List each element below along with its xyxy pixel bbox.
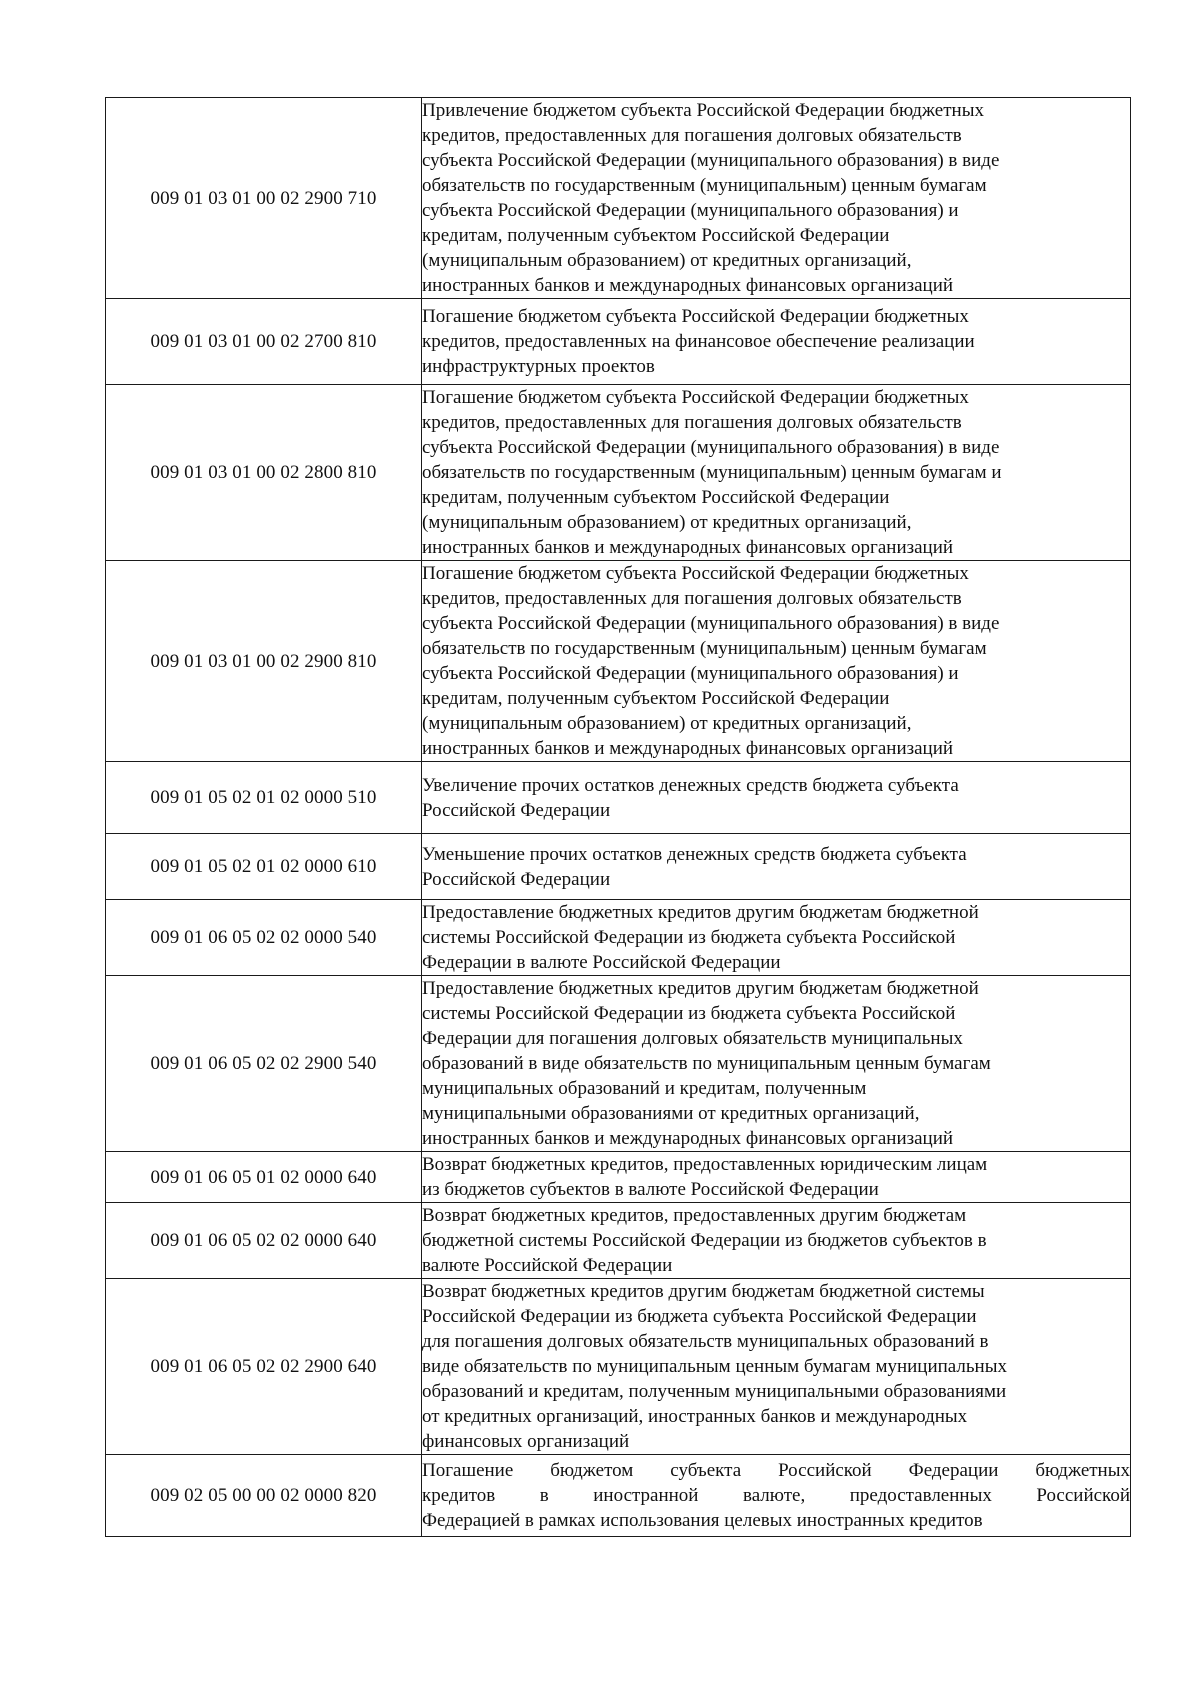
description-line: обязательств по государственным (муниципальным) ценным бумагам — [422, 175, 987, 196]
description-cell — [422, 762, 1131, 834]
budget-code-cell: 009 01 03 01 00 02 2900 810 — [106, 561, 422, 762]
description-line: Федерации в валюте Российской Федерации — [422, 952, 781, 973]
table-row — [106, 1203, 1131, 1279]
description-line: субъекта Российской Федерации (муниципального образования) в виде — [422, 437, 1000, 458]
description-line: Возврат бюджетных кредитов, предоставленных другим бюджетам — [422, 1205, 967, 1226]
description-line: субъекта Российской Федерации (муниципального образования) в виде — [422, 150, 1000, 171]
description-line: кредитов, предоставленных на финансовое обеспечение реализации — [422, 331, 975, 352]
description-line: системы Российской Федерации из бюджета субъекта Российской — [422, 927, 956, 948]
description-cell — [422, 1455, 1131, 1537]
budget-code-cell: 009 01 06 05 02 02 2900 540 — [106, 976, 422, 1152]
description-line: из бюджетов субъектов в валюте Российской Федерации — [422, 1179, 879, 1200]
description-line: инфраструктурных проектов — [422, 356, 655, 377]
table-row — [106, 385, 1131, 561]
table-row — [106, 1279, 1131, 1455]
description-line: Погашение бюджетом субъекта Российской Федерации бюджетных — [422, 563, 969, 584]
description-line: (муниципальным образованием) от кредитных организаций, — [422, 713, 912, 734]
description-line: иностранных банков и международных финансовых организаций — [422, 1128, 954, 1149]
description-line: иностранных банков и международных финансовых организаций — [422, 537, 954, 558]
description-line: для погашения долговых обязательств муниципальных образований в — [422, 1331, 989, 1352]
budget-code-cell: 009 01 05 02 01 02 0000 610 — [106, 834, 422, 900]
budget-code-cell: 009 01 06 05 02 02 0000 640 — [106, 1203, 422, 1279]
description-line: Привлечение бюджетом субъекта Российской Федерации бюджетных — [422, 100, 984, 121]
description-line: от кредитных организаций, иностранных банков и международных — [422, 1406, 968, 1427]
description-line: Предоставление бюджетных кредитов другим бюджетам бюджетной — [422, 978, 979, 999]
description-cell — [422, 900, 1131, 976]
description-line: системы Российской Федерации из бюджета субъекта Российской — [422, 1003, 956, 1024]
description-line: муниципальными образованиями от кредитных организаций, — [422, 1103, 920, 1124]
description-cell — [422, 1279, 1131, 1455]
description-line: бюджетной системы Российской Федерации из бюджетов субъектов в — [422, 1230, 987, 1251]
description-cell — [422, 98, 1131, 299]
description-line: кредитов, предоставленных для погашения долговых обязательств — [422, 125, 962, 146]
description-line: кредитам, полученным субъектом Российской Федерации — [422, 688, 890, 709]
table-row — [106, 299, 1131, 385]
description-line: обязательств по государственным (муниципальным) ценным бумагам и — [422, 462, 1002, 483]
description-line: Увеличение прочих остатков денежных средств бюджета субъекта — [422, 774, 959, 796]
description-cell — [422, 299, 1131, 385]
description-line: иностранных банков и международных финансовых организаций — [422, 738, 954, 759]
description-line: муниципальных образований и кредитам, полученным — [422, 1078, 867, 1099]
description-line: Предоставление бюджетных кредитов другим бюджетам бюджетной — [422, 902, 979, 923]
budget-code-cell: 009 01 03 01 00 02 2900 710 — [106, 98, 422, 299]
budget-code-cell: 009 01 06 05 01 02 0000 640 — [106, 1152, 422, 1203]
description-line: Погашение бюджетом субъекта Российской Федерации бюджетных — [422, 387, 969, 408]
table-row — [106, 1152, 1131, 1203]
description-line: кредитам, полученным субъектом Российской Федерации — [422, 487, 890, 508]
description-line: Возврат бюджетных кредитов другим бюджетам бюджетной системы — [422, 1281, 985, 1302]
table-body — [106, 98, 1131, 1537]
table-row — [106, 976, 1131, 1152]
description-line: финансовых организаций — [422, 1431, 630, 1452]
description-line: субъекта Российской Федерации (муниципального образования) и — [422, 663, 959, 684]
description-line: субъекта Российской Федерации (муниципального образования) и — [422, 200, 959, 221]
budget-code-cell: 009 01 06 05 02 02 2900 640 — [106, 1279, 422, 1455]
table-row — [106, 1455, 1131, 1537]
description-cell — [422, 976, 1131, 1152]
table-row — [106, 762, 1131, 834]
budget-code-cell: 009 02 05 00 00 02 0000 820 — [106, 1455, 422, 1537]
description-cell — [422, 1152, 1131, 1203]
description-line: обязательств по государственным (муниципальным) ценным бумагам — [422, 638, 987, 659]
description-line: Российской Федерации из бюджета субъекта Российской Федерации — [422, 1306, 977, 1327]
table-row — [106, 98, 1131, 299]
description-line: кредитов в иностранной валюте, предоставленных Российской — [422, 1485, 1130, 1506]
description-line: Возврат бюджетных кредитов, предоставленных юридическим лицам — [422, 1154, 988, 1175]
description-line: валюте Российской Федерации — [422, 1255, 673, 1276]
budget-code-cell: 009 01 05 02 01 02 0000 510 — [106, 762, 422, 834]
description-line: Погашение бюджетом субъекта Российской Федерации бюджетных — [422, 1460, 1130, 1481]
description-line: кредитов, предоставленных для погашения долговых обязательств — [422, 588, 962, 609]
table-row — [106, 834, 1131, 900]
table-row — [106, 900, 1131, 976]
budget-codes-table — [105, 97, 1131, 1537]
description-line: (муниципальным образованием) от кредитных организаций, — [422, 512, 912, 533]
description-line: Погашение бюджетом субъекта Российской Федерации бюджетных — [422, 306, 969, 327]
description-line: Федерации для погашения долговых обязательств муниципальных — [422, 1028, 963, 1049]
description-line: виде обязательств по муниципальным ценным бумагам муниципальных — [422, 1356, 1007, 1377]
budget-code-cell: 009 01 03 01 00 02 2700 810 — [106, 299, 422, 385]
description-cell — [422, 385, 1131, 561]
description-line: субъекта Российской Федерации (муниципального образования) в виде — [422, 613, 1000, 634]
description-line: образований в виде обязательств по муниципальным ценным бумагам — [422, 1053, 991, 1074]
description-cell — [422, 561, 1131, 762]
description-cell — [422, 1203, 1131, 1279]
budget-code-cell: 009 01 03 01 00 02 2800 810 — [106, 385, 422, 561]
description-cell — [422, 834, 1131, 900]
description-line: Уменьшение прочих остатков денежных средств бюджета субъекта — [422, 843, 967, 865]
description-line: образований и кредитам, полученным муниципальными образованиями — [422, 1381, 1007, 1402]
description-line: кредитов, предоставленных для погашения долговых обязательств — [422, 412, 962, 433]
budget-code-cell: 009 01 06 05 02 02 0000 540 — [106, 900, 422, 976]
description-line: (муниципальным образованием) от кредитных организаций, — [422, 250, 912, 271]
description-line: Российской Федерации — [422, 868, 611, 890]
description-line: Федерацией в рамках использования целевых иностранных кредитов — [422, 1510, 983, 1531]
description-line: иностранных банков и международных финансовых организаций — [422, 275, 954, 296]
description-line: Российской Федерации — [422, 799, 611, 821]
table-row — [106, 561, 1131, 762]
description-line: кредитам, полученным субъектом Российской Федерации — [422, 225, 890, 246]
